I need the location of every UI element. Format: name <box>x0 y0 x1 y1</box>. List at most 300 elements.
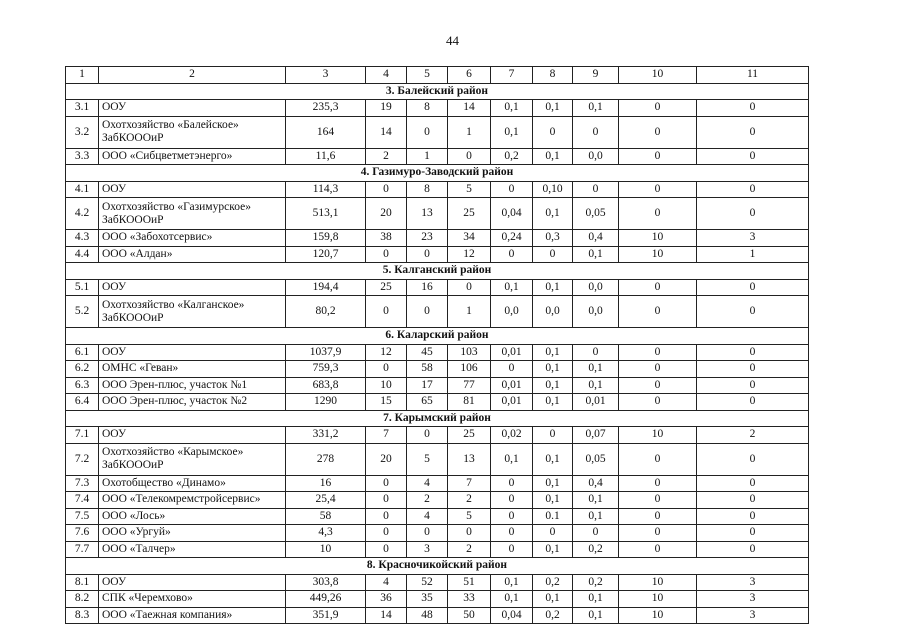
value-cell: 0 <box>491 475 533 492</box>
value-cell: 0,2 <box>573 574 619 591</box>
value-cell: 14 <box>366 116 407 148</box>
value-cell: 0 <box>448 148 491 165</box>
value-cell: 0.1 <box>533 508 573 525</box>
value-cell: 0 <box>619 377 697 394</box>
value-cell: 48 <box>407 607 448 624</box>
value-cell: 0 <box>366 525 407 542</box>
value-cell: 0,0 <box>573 296 619 328</box>
value-cell: 0,0 <box>491 296 533 328</box>
value-cell: 0 <box>619 443 697 475</box>
value-cell: 0 <box>697 198 809 230</box>
value-cell: 0 <box>697 279 809 296</box>
value-cell: 38 <box>366 230 407 247</box>
value-cell: 15 <box>366 394 407 411</box>
table-row <box>66 148 809 165</box>
value-cell: 0,1 <box>533 475 573 492</box>
value-cell: 4 <box>407 475 448 492</box>
value-cell: 0,1 <box>533 279 573 296</box>
value-cell: 0 <box>448 525 491 542</box>
value-cell: 0 <box>533 116 573 148</box>
value-cell: 0,10 <box>533 181 573 198</box>
value-cell: 0,1 <box>533 394 573 411</box>
value-cell: 0 <box>573 181 619 198</box>
value-cell: 0 <box>697 181 809 198</box>
row-number-cell: 6.1 <box>66 344 99 361</box>
value-cell: 80,2 <box>286 296 366 328</box>
row-number-cell: 7.1 <box>66 427 99 444</box>
value-cell: 0 <box>407 296 448 328</box>
organization-name-cell: ООУ <box>99 279 286 296</box>
value-cell: 0 <box>619 198 697 230</box>
value-cell: 5 <box>448 508 491 525</box>
value-cell: 0 <box>697 377 809 394</box>
value-cell: 0 <box>697 525 809 542</box>
value-cell: 0,4 <box>573 475 619 492</box>
table-row <box>66 443 809 475</box>
column-number-cell: 4 <box>366 67 407 84</box>
value-cell: 0 <box>366 296 407 328</box>
value-cell: 51 <box>448 574 491 591</box>
column-number-cell: 1 <box>66 67 99 84</box>
value-cell: 3 <box>697 574 809 591</box>
value-cell: 0,01 <box>491 377 533 394</box>
organization-name-cell: ООО «Алдан» <box>99 246 286 263</box>
value-cell: 58 <box>407 361 448 378</box>
value-cell: 4,3 <box>286 525 366 542</box>
value-cell: 0,1 <box>491 591 533 608</box>
value-cell: 114,3 <box>286 181 366 198</box>
value-cell: 0 <box>407 427 448 444</box>
table-row <box>66 541 809 558</box>
value-cell: 278 <box>286 443 366 475</box>
organization-name-cell: Охотхозяйство «Карымское» ЗабКОООиР <box>99 443 286 475</box>
table-row <box>66 525 809 542</box>
section-title: 7. Карымский район <box>66 410 809 427</box>
value-cell: 0,1 <box>533 148 573 165</box>
value-cell: 0 <box>619 181 697 198</box>
value-cell: 0 <box>619 525 697 542</box>
value-cell: 81 <box>448 394 491 411</box>
section-header-row <box>66 263 809 280</box>
value-cell: 0,1 <box>533 361 573 378</box>
section-header-row <box>66 328 809 345</box>
value-cell: 12 <box>366 344 407 361</box>
section-title: 8. Красночикойский район <box>66 558 809 575</box>
value-cell: 0 <box>619 475 697 492</box>
column-number-cell: 9 <box>573 67 619 84</box>
table-row <box>66 361 809 378</box>
section-title: 4. Газимуро-Заводский район <box>66 165 809 182</box>
table-row <box>66 246 809 263</box>
value-cell: 3 <box>697 230 809 247</box>
value-cell: 8 <box>407 100 448 117</box>
value-cell: 0 <box>366 181 407 198</box>
value-cell: 1037,9 <box>286 344 366 361</box>
row-number-cell: 3.3 <box>66 148 99 165</box>
value-cell: 0,0 <box>573 148 619 165</box>
value-cell: 65 <box>407 394 448 411</box>
value-cell: 1 <box>448 116 491 148</box>
value-cell: 7 <box>448 475 491 492</box>
row-number-cell: 7.4 <box>66 492 99 509</box>
value-cell: 0 <box>448 279 491 296</box>
value-cell: 164 <box>286 116 366 148</box>
table-row <box>66 475 809 492</box>
value-cell: 106 <box>448 361 491 378</box>
row-number-cell: 8.3 <box>66 607 99 624</box>
table-row <box>66 296 809 328</box>
value-cell: 235,3 <box>286 100 366 117</box>
value-cell: 0 <box>573 525 619 542</box>
organization-name-cell: ООО «Таежная компания» <box>99 607 286 624</box>
value-cell: 25 <box>448 198 491 230</box>
value-cell: 77 <box>448 377 491 394</box>
table-row <box>66 100 809 117</box>
value-cell: 13 <box>448 443 491 475</box>
value-cell: 0 <box>697 541 809 558</box>
value-cell: 0,1 <box>573 591 619 608</box>
column-number-cell: 3 <box>286 67 366 84</box>
value-cell: 0,05 <box>573 198 619 230</box>
value-cell: 351,9 <box>286 607 366 624</box>
value-cell: 0 <box>491 181 533 198</box>
value-cell: 10 <box>619 574 697 591</box>
section-header-row <box>66 83 809 100</box>
value-cell: 0 <box>697 296 809 328</box>
value-cell: 52 <box>407 574 448 591</box>
value-cell: 0,04 <box>491 198 533 230</box>
table-row <box>66 198 809 230</box>
table-row <box>66 377 809 394</box>
table-row <box>66 116 809 148</box>
value-cell: 1 <box>448 296 491 328</box>
row-number-cell: 6.3 <box>66 377 99 394</box>
value-cell: 0 <box>366 492 407 509</box>
value-cell: 14 <box>448 100 491 117</box>
value-cell: 2 <box>697 427 809 444</box>
value-cell: 4 <box>366 574 407 591</box>
row-number-cell: 7.3 <box>66 475 99 492</box>
organization-name-cell: ООО «Сибцветметэнерго» <box>99 148 286 165</box>
value-cell: 0,24 <box>491 230 533 247</box>
column-number-cell: 10 <box>619 67 697 84</box>
value-cell: 0 <box>619 100 697 117</box>
organization-name-cell: ООУ <box>99 344 286 361</box>
row-number-cell: 7.6 <box>66 525 99 542</box>
value-cell: 50 <box>448 607 491 624</box>
value-cell: 194,4 <box>286 279 366 296</box>
organization-name-cell: Охотхозяйство «Балейское» ЗабКОООиР <box>99 116 286 148</box>
value-cell: 1 <box>697 246 809 263</box>
table-row <box>66 230 809 247</box>
value-cell: 0 <box>491 541 533 558</box>
value-cell: 0 <box>366 246 407 263</box>
value-cell: 0,1 <box>491 279 533 296</box>
value-cell: 25,4 <box>286 492 366 509</box>
value-cell: 0 <box>491 525 533 542</box>
table-row <box>66 181 809 198</box>
value-cell: 0 <box>697 508 809 525</box>
row-number-cell: 7.5 <box>66 508 99 525</box>
section-header-row <box>66 558 809 575</box>
value-cell: 0 <box>697 361 809 378</box>
value-cell: 0,1 <box>491 443 533 475</box>
value-cell: 10 <box>619 246 697 263</box>
column-number-cell: 5 <box>407 67 448 84</box>
value-cell: 0,07 <box>573 427 619 444</box>
value-cell: 11,6 <box>286 148 366 165</box>
table-row <box>66 508 809 525</box>
row-number-cell: 4.1 <box>66 181 99 198</box>
value-cell: 0 <box>407 246 448 263</box>
page-number: 44 <box>446 33 459 48</box>
value-cell: 5 <box>407 443 448 475</box>
value-cell: 0,1 <box>491 116 533 148</box>
value-cell: 0,1 <box>573 508 619 525</box>
section-header-row <box>66 165 809 182</box>
value-cell: 2 <box>407 492 448 509</box>
value-cell: 0 <box>366 475 407 492</box>
value-cell: 8 <box>407 181 448 198</box>
value-cell: 0,1 <box>573 607 619 624</box>
organization-name-cell: СПК «Черемхово» <box>99 591 286 608</box>
value-cell: 0,1 <box>573 100 619 117</box>
organization-name-cell: Охотхозяйство «Калганское» ЗабКОООиР <box>99 296 286 328</box>
value-cell: 0,02 <box>491 427 533 444</box>
value-cell: 16 <box>286 475 366 492</box>
value-cell: 0 <box>619 394 697 411</box>
hunting-areas-table <box>65 66 809 624</box>
value-cell: 0 <box>697 394 809 411</box>
row-number-cell: 8.2 <box>66 591 99 608</box>
value-cell: 0,1 <box>533 344 573 361</box>
table-row <box>66 492 809 509</box>
column-number-cell: 11 <box>697 67 809 84</box>
value-cell: 10 <box>619 607 697 624</box>
value-cell: 5 <box>448 181 491 198</box>
value-cell: 0,1 <box>533 198 573 230</box>
value-cell: 3 <box>697 591 809 608</box>
value-cell: 0 <box>491 492 533 509</box>
value-cell: 0,04 <box>491 607 533 624</box>
organization-name-cell: ООУ <box>99 181 286 198</box>
organization-name-cell: ООО «Забохотсервис» <box>99 230 286 247</box>
value-cell: 0,2 <box>533 607 573 624</box>
value-cell: 16 <box>407 279 448 296</box>
value-cell: 0,1 <box>533 443 573 475</box>
row-number-cell: 3.1 <box>66 100 99 117</box>
value-cell: 0,05 <box>573 443 619 475</box>
value-cell: 33 <box>448 591 491 608</box>
value-cell: 10 <box>619 427 697 444</box>
value-cell: 0 <box>619 148 697 165</box>
value-cell: 0,1 <box>573 377 619 394</box>
row-number-cell: 5.1 <box>66 279 99 296</box>
value-cell: 0,1 <box>533 492 573 509</box>
section-title: 3. Балейский район <box>66 83 809 100</box>
value-cell: 23 <box>407 230 448 247</box>
value-cell: 683,8 <box>286 377 366 394</box>
value-cell: 19 <box>366 100 407 117</box>
row-number-cell: 6.2 <box>66 361 99 378</box>
organization-name-cell: Охотобщество «Динамо» <box>99 475 286 492</box>
value-cell: 513,1 <box>286 198 366 230</box>
value-cell: 0 <box>697 344 809 361</box>
value-cell: 10 <box>619 230 697 247</box>
value-cell: 1290 <box>286 394 366 411</box>
value-cell: 20 <box>366 443 407 475</box>
value-cell: 0 <box>619 279 697 296</box>
value-cell: 0 <box>697 116 809 148</box>
value-cell: 759,3 <box>286 361 366 378</box>
row-number-cell: 4.2 <box>66 198 99 230</box>
column-number-cell: 6 <box>448 67 491 84</box>
value-cell: 0,1 <box>491 100 533 117</box>
value-cell: 10 <box>366 377 407 394</box>
organization-name-cell: ООО Эрен-плюс, участок №1 <box>99 377 286 394</box>
table-row <box>66 344 809 361</box>
organization-name-cell: ООУ <box>99 100 286 117</box>
row-number-cell: 8.1 <box>66 574 99 591</box>
organization-name-cell: ООО «Телекомремстройсервис» <box>99 492 286 509</box>
value-cell: 4 <box>407 508 448 525</box>
value-cell: 25 <box>448 427 491 444</box>
section-header-row <box>66 410 809 427</box>
value-cell: 2 <box>448 492 491 509</box>
value-cell: 45 <box>407 344 448 361</box>
value-cell: 0,0 <box>573 279 619 296</box>
value-cell: 0 <box>697 100 809 117</box>
value-cell: 0,1 <box>533 591 573 608</box>
value-cell: 0 <box>619 344 697 361</box>
organization-name-cell: ОМНС «Геван» <box>99 361 286 378</box>
value-cell: 36 <box>366 591 407 608</box>
value-cell: 0,1 <box>573 361 619 378</box>
value-cell: 0,2 <box>491 148 533 165</box>
value-cell: 0 <box>697 443 809 475</box>
value-cell: 10 <box>619 591 697 608</box>
value-cell: 0 <box>366 508 407 525</box>
column-number-cell: 7 <box>491 67 533 84</box>
column-number-cell: 2 <box>99 67 286 84</box>
value-cell: 0,2 <box>573 541 619 558</box>
value-cell: 0 <box>407 116 448 148</box>
value-cell: 0,1 <box>533 541 573 558</box>
value-cell: 0 <box>697 148 809 165</box>
value-cell: 35 <box>407 591 448 608</box>
organization-name-cell: ООУ <box>99 427 286 444</box>
table-row <box>66 394 809 411</box>
value-cell: 0 <box>619 492 697 509</box>
value-cell: 331,2 <box>286 427 366 444</box>
value-cell: 0 <box>573 116 619 148</box>
organization-name-cell: Охотхозяйство «Газимурское» ЗабКОООиР <box>99 198 286 230</box>
value-cell: 0,0 <box>533 296 573 328</box>
value-cell: 0 <box>533 525 573 542</box>
row-number-cell: 4.4 <box>66 246 99 263</box>
value-cell: 0,3 <box>533 230 573 247</box>
section-title: 5. Калганский район <box>66 263 809 280</box>
value-cell: 0,1 <box>573 246 619 263</box>
value-cell: 0 <box>619 116 697 148</box>
value-cell: 0 <box>491 246 533 263</box>
value-cell: 449,26 <box>286 591 366 608</box>
value-cell: 103 <box>448 344 491 361</box>
table-row <box>66 607 809 624</box>
value-cell: 0 <box>697 475 809 492</box>
value-cell: 0 <box>407 525 448 542</box>
row-number-cell: 7.7 <box>66 541 99 558</box>
value-cell: 0 <box>491 508 533 525</box>
value-cell: 34 <box>448 230 491 247</box>
value-cell: 159,8 <box>286 230 366 247</box>
value-cell: 0 <box>366 361 407 378</box>
table-row <box>66 279 809 296</box>
value-cell: 0,1 <box>573 492 619 509</box>
organization-name-cell: ООУ <box>99 574 286 591</box>
row-number-cell: 4.3 <box>66 230 99 247</box>
value-cell: 3 <box>407 541 448 558</box>
table-row <box>66 427 809 444</box>
organization-name-cell: ООО «Лось» <box>99 508 286 525</box>
value-cell: 14 <box>366 607 407 624</box>
value-cell: 0 <box>619 541 697 558</box>
value-cell: 2 <box>366 148 407 165</box>
value-cell: 0 <box>366 541 407 558</box>
row-number-cell: 5.2 <box>66 296 99 328</box>
table-row <box>66 591 809 608</box>
organization-name-cell: ООО Эрен-плюс, участок №2 <box>99 394 286 411</box>
value-cell: 10 <box>286 541 366 558</box>
value-cell: 0,4 <box>573 230 619 247</box>
value-cell: 0,01 <box>573 394 619 411</box>
table-row <box>66 574 809 591</box>
value-cell: 0,1 <box>533 100 573 117</box>
header-row <box>66 67 809 84</box>
value-cell: 20 <box>366 198 407 230</box>
organization-name-cell: ООО «Талчер» <box>99 541 286 558</box>
value-cell: 17 <box>407 377 448 394</box>
value-cell: 0,1 <box>491 574 533 591</box>
value-cell: 0,2 <box>533 574 573 591</box>
organization-name-cell: ООО «Ургуй» <box>99 525 286 542</box>
value-cell: 0,01 <box>491 344 533 361</box>
value-cell: 2 <box>448 541 491 558</box>
value-cell: 0 <box>533 246 573 263</box>
row-number-cell: 7.2 <box>66 443 99 475</box>
value-cell: 1 <box>407 148 448 165</box>
value-cell: 58 <box>286 508 366 525</box>
value-cell: 7 <box>366 427 407 444</box>
column-number-cell: 8 <box>533 67 573 84</box>
value-cell: 0 <box>533 427 573 444</box>
value-cell: 0 <box>619 296 697 328</box>
value-cell: 0,1 <box>533 377 573 394</box>
row-number-cell: 6.4 <box>66 394 99 411</box>
value-cell: 0 <box>491 361 533 378</box>
value-cell: 3 <box>697 607 809 624</box>
value-cell: 303,8 <box>286 574 366 591</box>
row-number-cell: 3.2 <box>66 116 99 148</box>
section-title: 6. Каларский район <box>66 328 809 345</box>
value-cell: 0,01 <box>491 394 533 411</box>
value-cell: 12 <box>448 246 491 263</box>
value-cell: 25 <box>366 279 407 296</box>
value-cell: 0 <box>697 492 809 509</box>
value-cell: 0 <box>573 344 619 361</box>
value-cell: 120,7 <box>286 246 366 263</box>
value-cell: 0 <box>619 508 697 525</box>
